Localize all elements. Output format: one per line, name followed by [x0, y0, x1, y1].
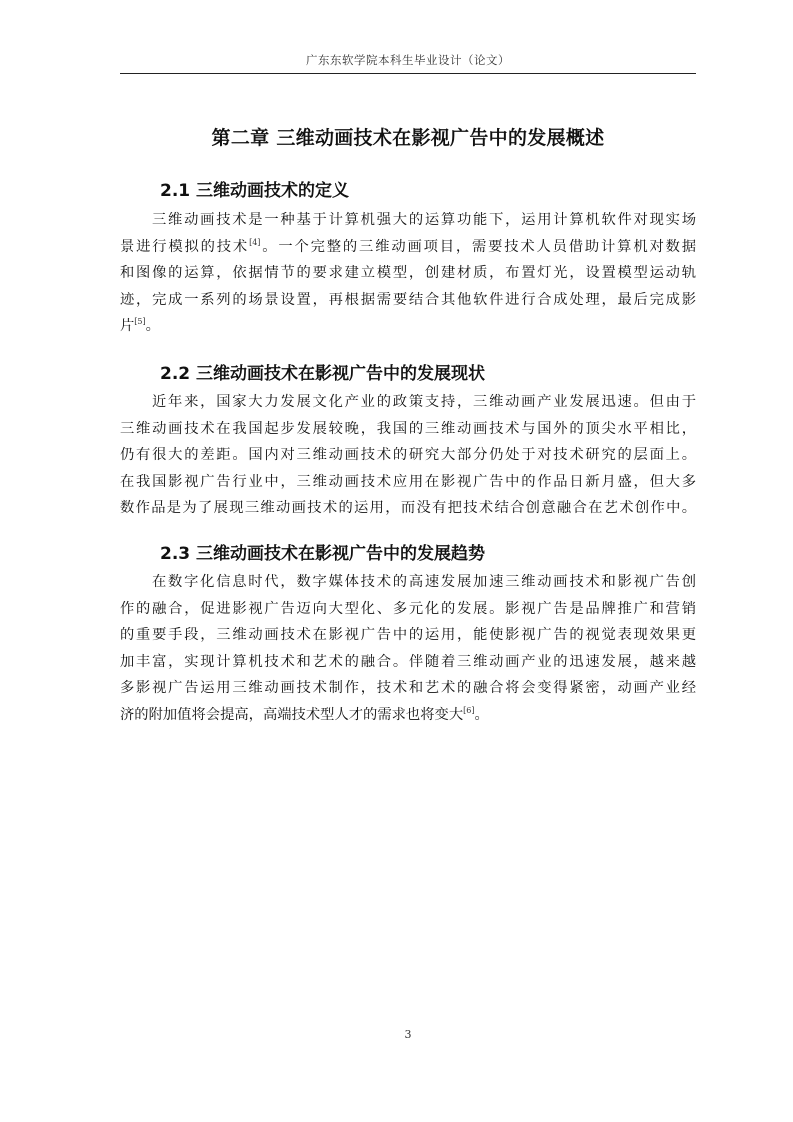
section-heading-2-1: 2.1 三维动画技术的定义 [160, 181, 350, 201]
paragraph-line [120, 416, 696, 443]
line-text: 迹，完成一系列的场景设置，再根据需要结合其他软件进行合成处理，最后完成影 [120, 291, 696, 308]
paragraph-line [120, 649, 696, 676]
section-heading-2-3: 2.3 三维动画技术在影视广告中的发展趋势 [160, 544, 486, 564]
paragraph-line [120, 702, 696, 729]
citation-marker: [4] [249, 237, 261, 247]
paragraph-line [120, 207, 696, 234]
citation-marker: [6] [463, 705, 475, 715]
paragraph-line [120, 469, 696, 496]
line-text: 多影视广告运用三维动画技术制作，技术和艺术的融合将会变得紧密，动画产业经 [120, 680, 696, 696]
line-text: 仍有很大的差距。国内对三维动画技术的研究大部分仍处于对技术研究的层面上。 [120, 447, 696, 463]
line-text: 景进行模拟的技术 [120, 238, 250, 255]
citation-marker: [5] [134, 317, 146, 326]
paragraph-line [120, 234, 696, 261]
page-number: 3 [404, 1028, 412, 1041]
paragraph-line [120, 622, 696, 649]
line-text: 的重要手段，三维动画技术在影视广告中的运用，能使影视广告的视觉表现效果更 [120, 627, 696, 643]
section-heading-2-2: 2.2 三维动画技术在影视广告中的发展现状 [160, 364, 486, 384]
line-text: 数作品是为了展现三维动画技术的运用，而没有把技术结合创意融合在艺术创作中。 [120, 500, 696, 516]
paragraph-line [120, 313, 696, 340]
section-body-2-2 [120, 389, 696, 522]
line-text: 加丰富，实现计算机技术和艺术的融合。伴随着三维动画产业的迅速发展，越来越 [120, 653, 696, 670]
line-text: 。 [474, 706, 489, 723]
line-text: 三维动画技术在我国起步发展较晚，我国的三维动画技术与国外的顶尖水平相比， [120, 420, 696, 437]
line-text: 。 [145, 318, 160, 334]
line-text: 近年来，国家大力发展文化产业的政策支持，三维动画产业发展迅速。但由于 [152, 394, 696, 410]
header-rule [120, 73, 696, 74]
paragraph-line [120, 596, 696, 623]
line-text: 济的附加值将会提高，高端技术型人才的需求也将变大 [120, 706, 464, 723]
paragraph-line [120, 495, 696, 522]
line-text: 三维动画技术是一种基于计算机强大的运算功能下，运用计算机软件对现实场 [152, 212, 696, 228]
paragraph-line [120, 569, 696, 596]
paragraph-line [120, 442, 696, 469]
line-text: 在我国影视广告行业中，三维动画技术应用在影视广告中的作品日新月盛，但大多 [120, 473, 696, 490]
paragraph-line [120, 675, 696, 702]
paragraph-line [120, 287, 696, 314]
line-text: 。一个完整的三维动画项目，需要技术人员借助计算机对数据 [260, 238, 696, 255]
line-text: 片 [120, 318, 135, 334]
section-body-2-1 [120, 207, 696, 340]
paragraph-line [120, 260, 696, 287]
line-text: 在数字化信息时代，数字媒体技术的高速发展加速三维动画技术和影视广告创 [152, 574, 696, 590]
line-text: 作的融合，促进影视广告迈向大型化、多元化的发展。影视广告是品牌推广和营销 [120, 600, 696, 617]
paragraph-line [120, 389, 696, 416]
running-header: 广东东软学院本科生毕业设计（论文） [306, 53, 510, 67]
line-text: 和图像的运算，依据情节的要求建立模型，创建材质，布置灯光，设置模型运动轨 [120, 265, 696, 281]
section-body-2-3 [120, 569, 696, 728]
chapter-title: 第二章 三维动画技术在影视广告中的发展概述 [211, 127, 605, 149]
